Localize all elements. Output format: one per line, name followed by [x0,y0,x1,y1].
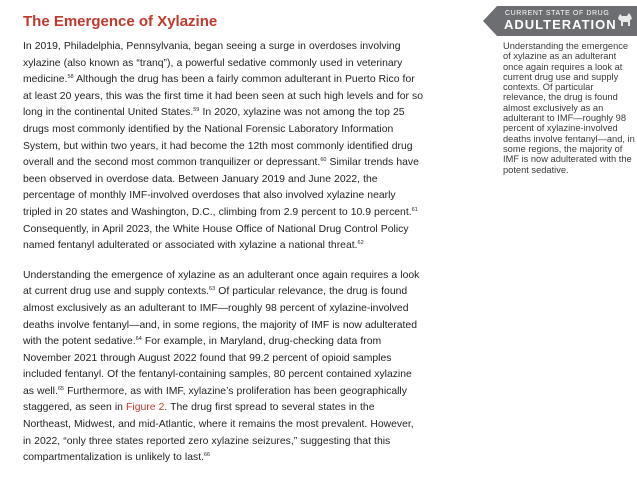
figure-link[interactable]: Figure 2 [126,402,165,414]
text-run: Understanding the emergence of xylazine as an adulterant once again requires a look at current drug use and supply contexts. [23,269,420,298]
text-run: In 2020, xylazine was not among the top 25 drugs most commonly identified by the National Forensic Laboratory Information System, but within two years, it had become the 12th most commonly identified drug overall and the second most common tranquilizer or depressant. [23,107,413,169]
section-banner [475,6,637,36]
footnote-ref[interactable]: 58 [67,74,74,81]
sidebar [475,0,637,180]
text-run: Similar trends have been observed in overdose data. Between January 2019 and June 2022, the percentage of monthly IMF-involved overdoses that also involved xylazine nearly tripled in 20 states and Washington, D.C., climbing from 2.9 percent to 10.9 percent. [23,157,419,218]
article [23,13,423,480]
text-run: Of particular relevance, the drug is found almost exclusively as an adulterant to IMF—roughly 98 percent of xylazine-involved deaths involve fentanyl—and, in some regions, the majority of IMF is now adulterated with the potent sedative. [23,286,417,348]
text-run: Consequently, in April 2023, the White House Office of National Drug Control Policy named fentanyl adulterated or associated with xylazine a national threat. [23,223,409,252]
footnote-ref[interactable]: 60 [320,157,327,164]
text-run: In 2019, Philadelphia, Pennsylvania, began seeing a surge in overdoses involving xylazine (also known as “tranq”), a powerful sedative commonly used in veterinary medicine. [23,41,403,86]
text-run: . The drug first spread to several states in the Northeast, Midwest, and mid-Atlantic, where it remains the most prevalent. However, in 2022, “only three states reported zero xylazine seizures,” suggesting that this compartmentalization is unlikely to last. [23,402,414,464]
banner-kicker: CURRENT STATE OF DRUG [505,10,610,17]
pull-quote: Understanding the emergence of xylazine as an adulterant once again requires a look at current drug use and supply contexts. Of particular relevance, the drug is found almost exclusively as an adulterant to IMF—roughly 98 percent of xylazine-involved deaths involve fentanyl—and, in some regions, the majority of IMF is now adulterated with the potent sedative. [503,41,635,175]
footnote-ref[interactable]: 63 [209,286,216,293]
footnote-ref[interactable]: 61 [411,206,418,213]
section-title: The Emergence of Xylazine [23,13,218,30]
paragraph-1 [23,39,423,255]
text-run: Although the drug has been a fairly common adulterant in Puerto Rico for at least 20 years, this was the first time it had been seen at such high levels and for so long in the continental United States. [23,74,424,119]
paragraph-2 [23,268,423,467]
footnote-ref[interactable]: 62 [357,240,364,247]
banner-heading: ADULTERATION [504,17,617,32]
footnote-ref[interactable]: 59 [193,107,200,114]
text-run: For example, in Maryland, drug-checking data from November 2021 through August 2022 found that 99.2 percent of opioid samples included fentanyl. Of the fentanyl-containing samples, 80 percent contained xylazine as well. [23,336,412,397]
footnote-ref[interactable]: 66 [203,452,211,459]
footnote-ref[interactable]: 65 [57,385,64,392]
footnote-ref[interactable]: 64 [135,336,142,343]
text-run: Furthermore, as with IMF, xylazine’s proliferation has been geographically staggered, as seen in [23,385,407,414]
